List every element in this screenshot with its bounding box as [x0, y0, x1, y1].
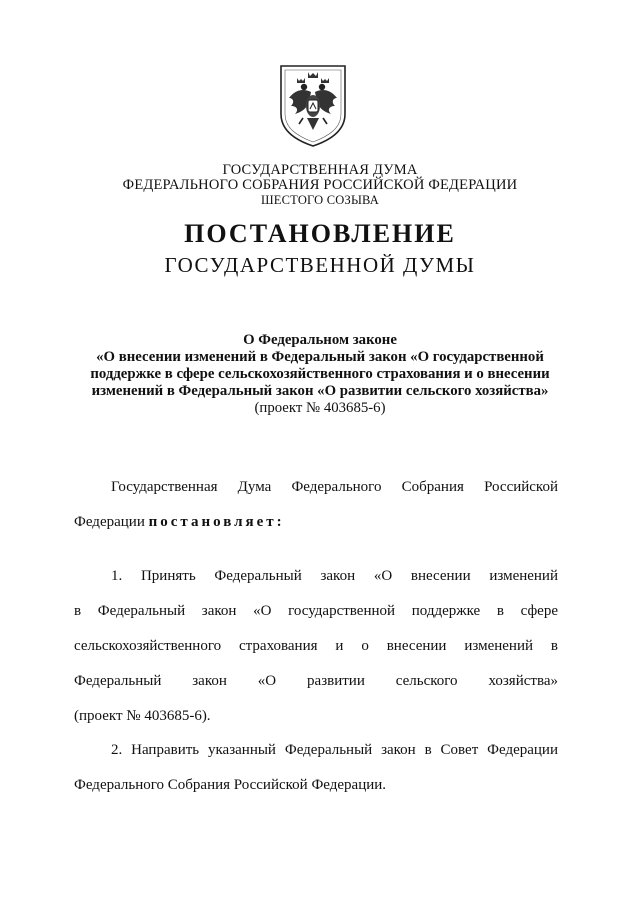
- item-2-line: Федерального Собрания Российской Федерации.: [74, 777, 387, 793]
- item-1-line: Федеральный закон «О развитии сельского хозяйства»: [74, 673, 558, 689]
- coat-of-arms-emblem: [275, 62, 351, 148]
- resolution-subject: [70, 332, 570, 417]
- decree-verb: постановляет:: [148, 514, 285, 530]
- header-line-federal-assembly: ФЕДЕРАЛЬНОГО СОБРАНИЯ РОССИЙСКОЙ ФЕДЕРАЦИИ: [122, 177, 518, 193]
- document-subtitle: ГОСУДАРСТВЕННОЙ ДУМЫ: [164, 253, 476, 277]
- document-title: ПОСТАНОВЛЕНИЕ: [184, 219, 456, 248]
- subject-line: «О внесении изменений в Федеральный закон «О государственной: [96, 349, 544, 365]
- subject-line: изменений в Федеральный закон «О развитии сельского хозяйства»: [91, 383, 549, 399]
- intro-line-start: Федерации: [74, 514, 149, 530]
- item-1-line: (проект № 403685-6).: [74, 708, 211, 724]
- intro-line: Государственная Дума Федерального Собрания Российской: [111, 479, 558, 495]
- item-1-line: 1. Принять Федеральный закон «О внесении изменений: [111, 568, 558, 584]
- header-line-convocation: ШЕСТОГО СОЗЫВА: [260, 193, 380, 207]
- intro-paragraph: [74, 478, 558, 548]
- item-1-line: в Федеральный закон «О государственной поддержке в сфере: [74, 603, 558, 619]
- item-2-paragraph: [74, 741, 558, 811]
- subject-line: О Федеральном законе: [243, 332, 397, 348]
- subject-line: поддержке в сфере сельскохозяйственного страхования и о внесении: [90, 366, 550, 382]
- item-1-paragraph: [74, 567, 558, 742]
- header-line-duma: ГОСУДАРСТВЕННАЯ ДУМА: [222, 162, 418, 178]
- intro-line: [74, 513, 558, 548]
- item-1-line: сельскохозяйственного страхования и о внесении изменений в: [74, 638, 558, 654]
- item-2-line: 2. Направить указанный Федеральный закон в Совет Федерации: [111, 742, 558, 758]
- subject-project-number: (проект № 403685-6): [254, 400, 386, 416]
